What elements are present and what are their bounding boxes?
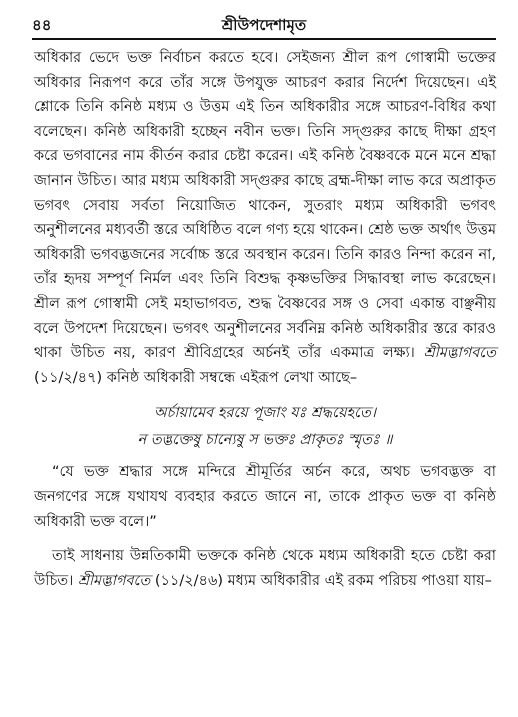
paragraph-closing xyxy=(34,544,496,593)
book-reference-2: শ্রীমদ্ভাগবতে xyxy=(77,572,151,589)
paragraph-closing-text: তাই সাধনায় উন্নতিকামী ভক্তকে কনিষ্ঠ থেকে মধ্যম অধিকারী হতে চেষ্টা করা উচিত। xyxy=(34,548,496,589)
sanskrit-verse xyxy=(34,400,496,454)
verse-translation: “যে ভক্ত শ্রদ্ধার সঙ্গে মন্দিরে শ্রীমূর্তির অর্চন করে, অথচ ভগবদ্ভক্ত বা জনগণের সঙ্গে যথাযথ ব্যবহার করতে জানে না, তাকে প্রাকৃত ভক্ত বা কনিষ্ঠ অধিকারী ভক্ত বলে।” xyxy=(34,464,496,530)
page-body xyxy=(34,46,496,593)
paragraph-intro-citation: (১১/২/৪৭) কনিষ্ঠ অধিকারী সম্বন্ধে এইরূপ লেখা আছে– xyxy=(34,369,358,386)
page-header xyxy=(32,10,496,36)
paragraph-intro-text: অধিকার ভেদে ভক্ত নির্বাচন করতে হবে। সেইজন্য শ্রীল রূপ গোস্বামী ভক্তের অধিকার নিরূপণ করে তাঁর সঙ্গে উপযুক্ত আচরণ করার নির্দেশ দিয়েছেন। এই শ্লোকে তিনি কনিষ্ঠ মধ্যম ও উত্তম এই তিন অধিকারীর সঙ্গে আচরণ-বিধির কথা বলেছেন। কনিষ্ঠ অধিকারী হচ্ছেন নবীন ভক্ত। তিনি সদ্গুরুর কাছে দীক্ষা গ্রহণ করে ভগবানের নাম কীর্তন করার চেষ্টা করেন। এই কনিষ্ঠ বৈষ্ণবকে মনে মনে শ্রদ্ধা জানান উচিত। আর মধ্যম অধিকারী সদ্গুরুর কাছে ব্রহ্ম-দীক্ষা লাভ করে অপ্রাকৃত ভগবৎ সেবায় সর্বতা নিয়োজিত থাকেন, সুতরাং মধ্যম অধিকারী ভগবৎ অনুশীলনের মধ্যবর্তী স্তরে অধিষ্ঠিত বলে গণ্য হয়ে থাকেন। শ্রেষ্ঠ ভক্ত অর্থাৎ উত্তম অধিকারী ভগবদ্ভজনের সর্বোচ্চ স্তরে অবস্থান করেন। তিনি কারও নিন্দা করেন না, তাঁর হৃদয় সম্পূর্ণ নির্মল এবং তিনি বিশুদ্ধ কৃষ্ণভক্তির সিদ্ধাবস্থা লাভ করেছেন। শ্রীল রূপ গোস্বামী সেই মহাভাগবত, শুদ্ধ বৈষ্ণবের সঙ্গ ও সেবা একান্ত বাঞ্ছনীয় বলে উপদেশ দিয়েছেন। ভগবৎ অনুশীলনের সর্বনিম্ন কনিষ্ঠ অধিকারীর স্তরে কারও থাকা উচিত নয়, কারণ শ্রীবিগ্রহের অর্চনই তাঁর একমাত্র লক্ষ্য। xyxy=(34,50,496,362)
paragraph-intro xyxy=(34,46,496,390)
running-title: শ্রীউপদেশামৃত xyxy=(221,16,307,34)
verse-line-1: অর্চায়ামেব হরয়ে পূজাং যঃ শ্রদ্ধয়েহতে। xyxy=(153,405,377,422)
paragraph-closing-citation: (১১/২/৪৬) মধ্যম অধিকারীর এই রকম পরিচয় পাওয়া যায়– xyxy=(154,572,492,589)
header-rule xyxy=(32,38,496,40)
page-number: ৪৪ xyxy=(32,16,52,34)
verse-line-2: ন তদ্ভক্তেষু চান্যেষু স ভক্তঃ প্রাকৃতঃ স্মৃতঃ ॥ xyxy=(137,432,393,449)
book-reference: শ্রীমদ্ভাগবতে xyxy=(423,345,496,362)
